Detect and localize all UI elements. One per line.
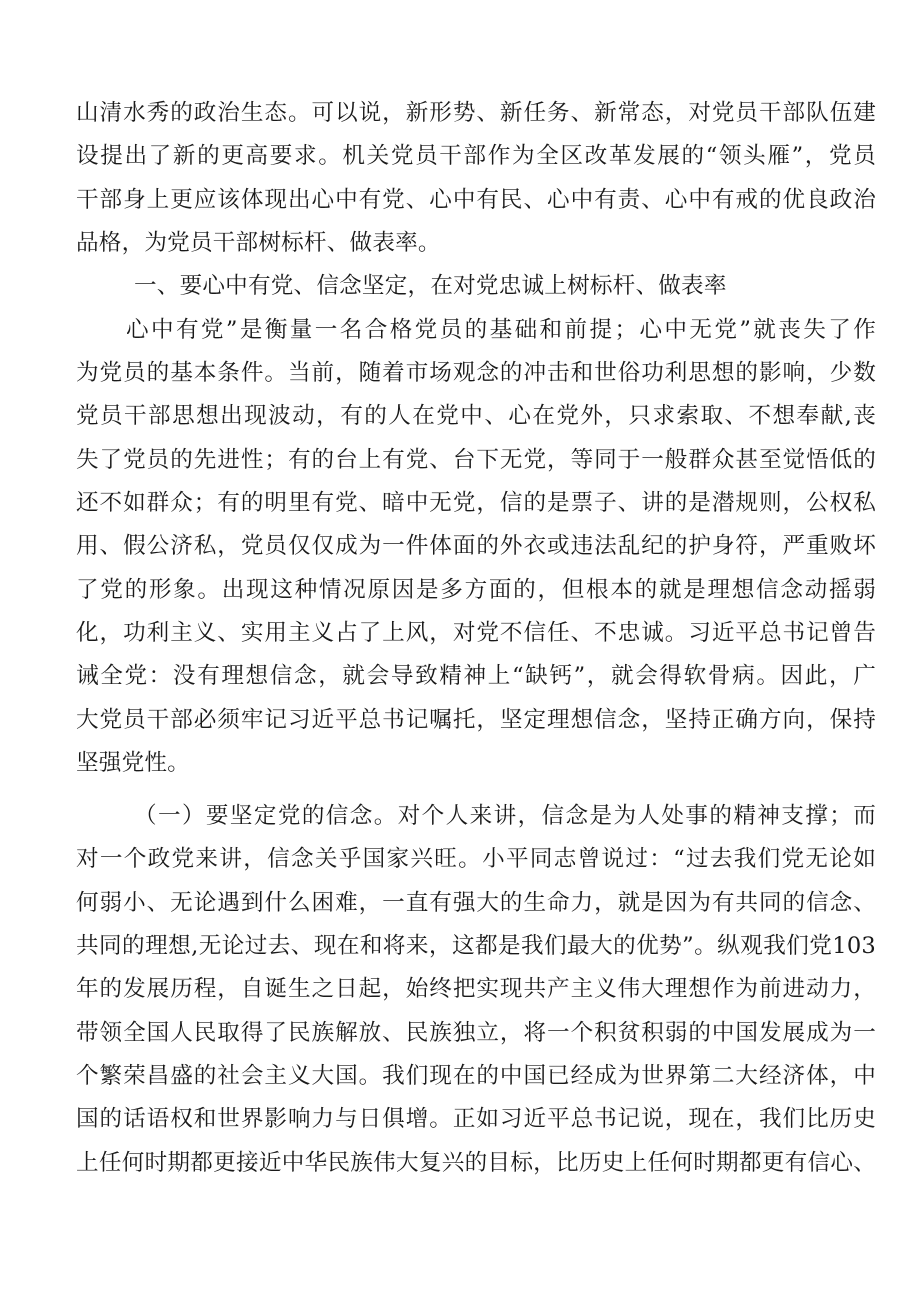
text-line: 山清水秀的政治生态。可以说，新形势、新任务、新常态，对党员干部队伍建 <box>76 100 876 126</box>
text-line: 带领全国人民取得了民族解放、民族独立，将一个积贫积弱的中国发展成为一 <box>76 1020 876 1046</box>
text-line: 为党员的基本条件。当前，随着市场观念的冲击和世俗功利思想的影响，少数 <box>76 360 876 386</box>
text-line: 个繁荣昌盛的社会主义大国。我们现在的中国已经成为世界第二大经济体，中 <box>76 1063 876 1089</box>
text-line: 坚强党性。 <box>76 750 190 776</box>
text-line: 干部身上更应该体现出心中有党、心中有民、心中有责、心中有戒的优良政治 <box>76 187 876 213</box>
subsection-heading: （一）要坚定党的信念。对个人来讲，信念是为人处事的精神支撑；而 <box>134 803 876 829</box>
text-line: 大党员干部必须牢记习近平总书记嘱托，坚定理想信念，坚持正确方向，保持 <box>76 707 876 733</box>
text-line: 年的发展历程，自诞生之日起，始终把实现共产主义伟大理想作为前进动力， <box>76 976 876 1002</box>
text-line: 何弱小、无论遇到什么困难，一直有强大的生命力，就是因为有共同的信念、 <box>76 890 876 916</box>
text-line: 心中有党”是衡量一名合格党员的基础和前提；心中无党”就丧失了作 <box>126 317 876 343</box>
text-line: 失了党员的先进性；有的台上有党、台下无党，等同于一般群众甚至觉悟低的 <box>76 447 876 473</box>
text-line: 国的话语权和世界影响力与日俱增。正如习近平总书记说，现在，我们比历史 <box>76 1106 876 1132</box>
text-line: 用、假公济私，党员仅仅成为一件体面的外衣或违法乱纪的护身符，严重败坏 <box>76 533 876 559</box>
text-line: 了党的形象。出现这种情况原因是多方面的，但根本的就是理想信念动摇弱 <box>76 577 876 603</box>
text-line: 还不如群众；有的明里有党、暗中无党，信的是票子、讲的是潜规则，公权私 <box>76 490 876 516</box>
text-line: 共同的理想,无论过去、现在和将来，这都是我们最大的优势”。纵观我们党103 <box>76 933 876 959</box>
text-line: 品格，为党员干部树标杆、做表率。 <box>76 230 441 256</box>
section-heading: 一、要心中有党、信念坚定，在对党忠诚上树标杆、做表率 <box>134 273 727 299</box>
text-line: 设提出了新的更高要求。机关党员干部作为全区改革发展的“领头雁”，党员 <box>76 143 876 169</box>
text-line: 对一个政党来讲，信念关乎国家兴旺。小平同志曾说过：“过去我们党无论如 <box>76 846 876 872</box>
text-line: 党员干部思想出现波动，有的人在党中、心在党外，只求索取、不想奉献,丧 <box>76 403 876 429</box>
text-line: 上任何时期都更接近中华民族伟大复兴的目标，比历史上任何时期都更有信心、 <box>76 1150 876 1176</box>
text-line: 化，功利主义、实用主义占了上风，对党不信任、不忠诚。习近平总书记曾告 <box>76 620 876 646</box>
text-line: 诫全党：没有理想信念，就会导致精神上“缺钙”，就会得软骨病。因此，广 <box>76 663 876 689</box>
